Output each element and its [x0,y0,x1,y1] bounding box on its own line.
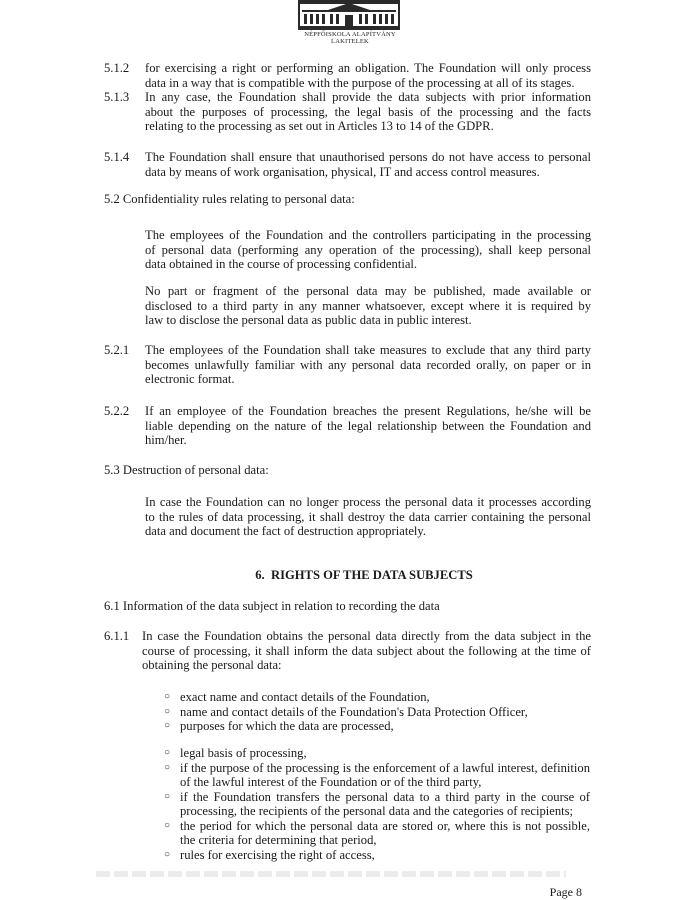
section-5-1-4-text [145,150,591,179]
text-line: for exercising a right or performing an obligation. The Foundation will only process [145,61,591,75]
text-line: data and document the fact of destruction appropriately. [145,524,427,538]
section-number: 5.2.1 [104,343,130,357]
text-line: If an employee of the Foundation breaches the present Regulations, he/she will be [145,404,591,418]
text-line: The employees of the Foundation and the controllers participating in the processing [145,228,591,242]
section-5-2-1-text [145,343,591,387]
list-item: ○ the period for which the personal data are stored or, where this is not possible, the criteria for determining that period, [166,819,590,848]
scan-artifact [96,871,566,877]
text-line: disclosed to a third party in any manner whatsoever, except where it is required by [145,298,591,313]
text-line: data by means of work organisation, physical, IT and access control measures. [145,164,540,179]
list-item: ○ if the Foundation transfers the personal data to a third party in the course of processing, the recipients of the personal data and the categories of recipients; [166,790,590,819]
text-line: In case the Foundation obtains the personal data directly from the data subject in the [142,629,591,643]
section-number: 5.1.3 [104,90,130,104]
list-item: ○ rules for exercising the right of access, [166,848,590,863]
section-5-2-2-text [145,404,591,448]
info-list-b [166,746,590,862]
text-line: course of processing, it shall inform the data subject about the following at the time of [142,643,591,658]
section-5-2-title: 5.2 Confidentiality rules relating to personal data: [104,192,355,206]
section-5-1-2-text [145,61,591,90]
section-5-1-3-text [145,90,591,134]
list-item: ○ name and contact details of the Foundation's Data Protection Officer, [166,705,590,720]
section-6-1-title: 6.1 Information of the data subject in relation to recording the data [104,599,440,613]
page-number: Page 8 [549,885,582,899]
list-item: ○ legal basis of processing, [166,746,590,761]
text-line: law to disclose the personal data as public data in public interest. [145,313,472,327]
logo-org-name: NÉPFŐISKOLA ALAPÍTVÁNY [304,31,396,38]
list-item: ○ exact name and contact details of the Foundation, [166,690,590,705]
section-5-3-title: 5.3 Destruction of personal data: [104,463,269,477]
text-line: electronic format. [145,372,235,386]
text-line: becomes unlawfully familiar with any personal data recorded orally, on paper or in [145,357,591,372]
text-line: The employees of the Foundation shall take measures to exclude that any third party [145,343,591,357]
text-line: data obtained in the course of processing confidential. [145,257,418,271]
section-number: 5.2.2 [104,404,130,418]
section-5-3-paragraph [145,495,591,539]
text-line: about the purposes of processing, the legal basis of the processing and the facts [145,104,591,119]
text-line: data in a way that is compatible with the purpose of the processing at all of its stages. [145,75,575,90]
heading-title: RIGHTS OF THE DATA SUBJECTS [270,568,473,582]
text-line: No part or fragment of the personal data may be published, made available or [145,284,591,298]
text-line: In case the Foundation can no longer process the personal data it processes according [145,495,591,509]
text-line: relating to the processing as set out in Articles 13 to 14 of the GDPR. [145,119,494,133]
section-number: 5.1.4 [104,150,130,164]
list-item: ○ if the purpose of the processing is the enforcement of a lawful interest, definition of the lawful interest of the Foundation or of the third party, [166,761,590,790]
section-6-1-1-text [142,629,591,673]
section-6-heading [0,568,700,583]
section-5-2-paragraph-2 [145,284,591,328]
section-number: 6.1.1 [104,629,130,643]
logo-org-location: LAKITELEK [331,38,369,45]
text-line: obtaining the personal data: [142,658,282,672]
text-line: liable depending on the nature of the legal relationship between the Foundation and [145,418,591,433]
text-line: him/her. [145,433,187,447]
text-line: of personal data (performing any operation of the processing), shall keep personal [145,242,591,257]
text-line: The Foundation shall ensure that unauthorised persons do not have access to personal [145,150,591,164]
text-line: to the rules of data processing, it shall destroy the data carrier containing the personal [145,509,591,524]
foundation-building-logo [298,0,400,30]
section-5-2-paragraph-1 [145,228,591,272]
text-line: In any case, the Foundation shall provide the data subjects with prior information [145,90,591,104]
heading-number: 6. [255,568,265,582]
info-list-a [166,690,590,734]
list-item: ○ purposes for which the data are processed, [166,719,590,734]
section-number: 5.1.2 [104,61,130,75]
